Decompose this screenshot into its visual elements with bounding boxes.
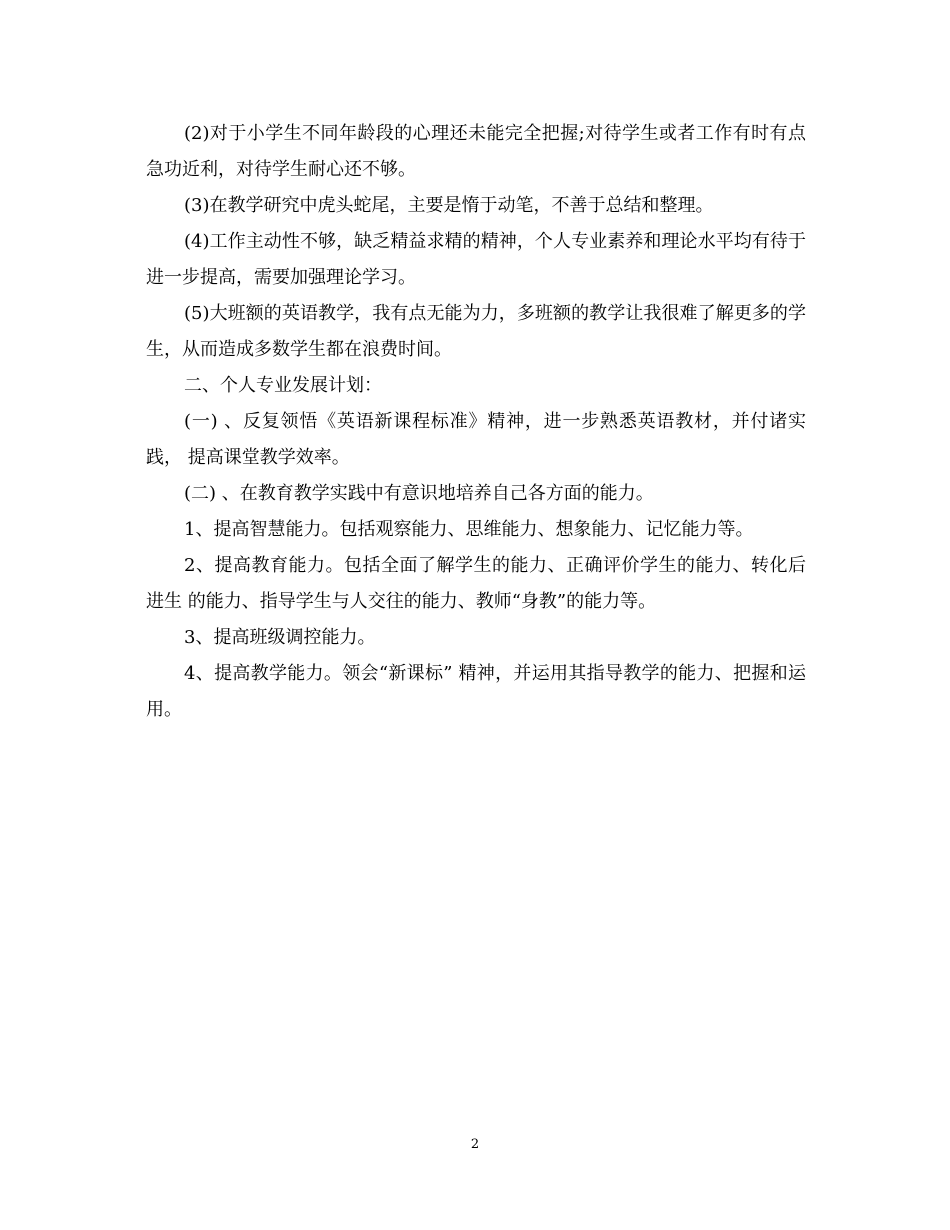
- paragraph-plan-2: (二) 、在教育教学实践中有意识地培养自己各方面的能力。: [184, 483, 654, 504]
- section-heading-plan: 二、个人专业发展计划：: [184, 375, 382, 396]
- list-item-1: 1、提高智慧能力。包括观察能力、思维能力、想象能力、记忆能力等。: [184, 519, 754, 540]
- page-number: 2: [470, 1137, 480, 1152]
- list-item-2: 2、提高教育能力。包括全面了解学生的能力、正确评价学生的能力、转化后进生 的能力、指导学生与人交往的能力、教师“身教”的能力等。: [146, 555, 806, 612]
- paragraph-weakness-5: (5)大班额的英语教学，我有点无能为力，多班额的教学让我很难了解更多的学 生，从而造成多数学生都在浪费时间。: [146, 303, 806, 360]
- list-item-3: 3、提高班级调控能力。: [184, 627, 376, 648]
- paragraph-weakness-3: (3)在教学研究中虎头蛇尾，主要是惰于动笔，不善于总结和整理。: [184, 195, 714, 216]
- list-item-4: 4、提高教学能力。领会“新课标” 精神，并运用其指导教学的能力、把握和运用。: [146, 663, 806, 720]
- paragraph-plan-1: (一) 、反复领悟《英语新课程标准》精神，进一步熟悉英语教材，并付诸实践， 提高课堂教学效率。: [146, 411, 806, 468]
- paragraph-weakness-4: (4)工作主动性不够，缺乏精益求精的精神，个人专业素养和理论水平均有待于 进一步提高，需要加强理论学习。: [146, 231, 806, 288]
- document-body: [146, 116, 806, 728]
- paragraph-weakness-2: (2)对于小学生不同年龄段的心理还未能完全把握;对待学生或者工作有时有点 急功近利，对待学生耐心还不够。: [146, 123, 806, 180]
